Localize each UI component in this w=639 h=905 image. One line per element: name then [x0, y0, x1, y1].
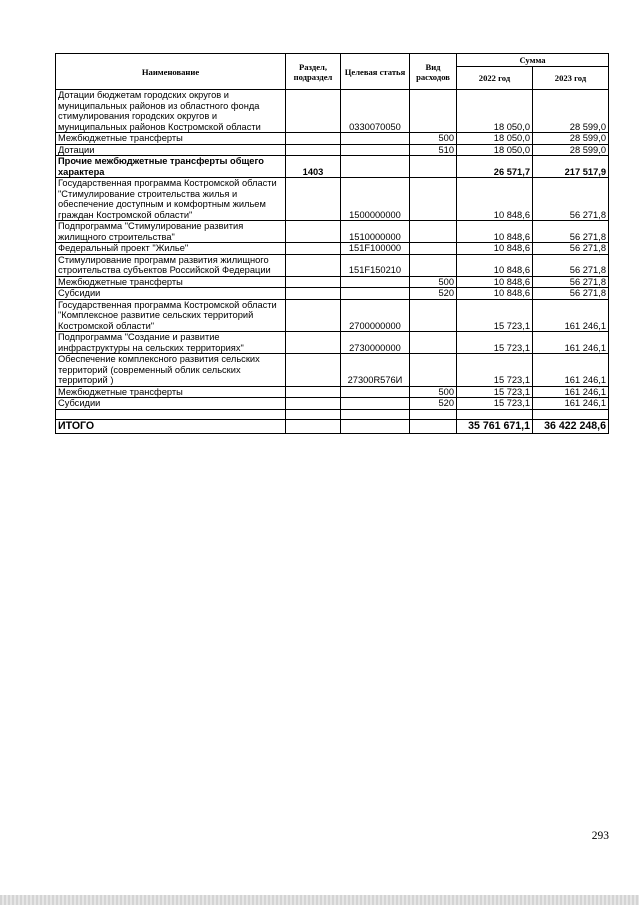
cell-2023: 28 599,0 — [533, 90, 609, 133]
cell-expense: 520 — [410, 288, 457, 300]
cell-section — [286, 144, 341, 156]
cell-2023: 56 271,8 — [533, 221, 609, 243]
cell-expense — [410, 90, 457, 133]
cell-section — [286, 332, 341, 354]
cell-2022: 15 723,1 — [457, 332, 533, 354]
cell-2022: 15 723,1 — [457, 386, 533, 398]
table-row — [56, 221, 609, 243]
cell-2022: 10 848,6 — [457, 243, 533, 255]
total-2022: 35 761 671,1 — [457, 419, 533, 433]
cell-2023: 161 246,1 — [533, 332, 609, 354]
blank-cell — [410, 409, 457, 419]
table-row — [56, 386, 609, 398]
cell-2023: 161 246,1 — [533, 398, 609, 410]
cell-2022: 15 723,1 — [457, 398, 533, 410]
cell-expense — [410, 332, 457, 354]
cell-section — [286, 299, 341, 332]
cell-expense — [410, 156, 457, 178]
cell-section — [286, 276, 341, 288]
header-target: Целевая статья — [341, 54, 410, 90]
cell-target: 1500000000 — [341, 178, 410, 221]
cell-target — [341, 156, 410, 178]
table-row — [56, 156, 609, 178]
cell-target — [341, 144, 410, 156]
blank-cell — [286, 409, 341, 419]
cell-2023: 56 271,8 — [533, 243, 609, 255]
cell-expense: 520 — [410, 398, 457, 410]
cell-section — [286, 288, 341, 300]
table-row — [56, 288, 609, 300]
header-name: Наименование — [56, 54, 286, 90]
cell-name: Субсидии — [56, 398, 286, 410]
table-row — [56, 332, 609, 354]
table-row — [56, 133, 609, 145]
page-number: 293 — [591, 830, 609, 842]
cell-expense: 500 — [410, 133, 457, 145]
cell-2023: 161 246,1 — [533, 386, 609, 398]
cell-2023: 56 271,8 — [533, 276, 609, 288]
header-sum: Сумма — [457, 54, 609, 67]
cell-name: Федеральный проект "Жилье" — [56, 243, 286, 255]
cell-2023: 56 271,8 — [533, 254, 609, 276]
cell-target: 151F100000 — [341, 243, 410, 255]
table-row — [56, 178, 609, 221]
cell-section — [286, 354, 341, 387]
cell-2022: 10 848,6 — [457, 288, 533, 300]
blank-row — [56, 409, 609, 419]
cell-section — [286, 90, 341, 133]
cell-section — [286, 254, 341, 276]
header-year-2022: 2022 год — [457, 67, 533, 90]
header-year-2023: 2023 год — [533, 67, 609, 90]
header-expense: Вид расходов — [410, 54, 457, 90]
cell-expense — [410, 243, 457, 255]
total-label: ИТОГО — [56, 419, 286, 433]
cell-name: Дотации — [56, 144, 286, 156]
cell-section — [286, 133, 341, 145]
cell-2022: 10 848,6 — [457, 221, 533, 243]
cell-name: Субсидии — [56, 288, 286, 300]
cell-2023: 56 271,8 — [533, 178, 609, 221]
cell-2023: 28 599,0 — [533, 133, 609, 145]
blank-cell — [410, 419, 457, 433]
cell-expense: 500 — [410, 276, 457, 288]
blank-cell — [533, 409, 609, 419]
cell-2023: 217 517,9 — [533, 156, 609, 178]
cell-name: Государственная программа Костромской области "Комплексное развитие сельских территорий Костромской области" — [56, 299, 286, 332]
table-row — [56, 144, 609, 156]
cell-section: 1403 — [286, 156, 341, 178]
cell-2023: 161 246,1 — [533, 299, 609, 332]
cell-2022: 15 723,1 — [457, 354, 533, 387]
cell-name: Стимулирование программ развития жилищного строительства субъектов Российской Федерации — [56, 254, 286, 276]
cell-expense — [410, 299, 457, 332]
cell-2023: 56 271,8 — [533, 288, 609, 300]
cell-target — [341, 133, 410, 145]
table-row — [56, 254, 609, 276]
cell-target: 151F150210 — [341, 254, 410, 276]
cell-target — [341, 386, 410, 398]
table-row — [56, 243, 609, 255]
budget-table — [55, 53, 609, 434]
blank-cell — [341, 419, 410, 433]
blank-cell — [457, 409, 533, 419]
cell-name: Государственная программа Костромской области "Стимулирование строительства жилья и обеспечение доступным и комфортным жильем граждан Костромской области" — [56, 178, 286, 221]
table-row — [56, 276, 609, 288]
cell-expense — [410, 254, 457, 276]
cell-target: 1510000000 — [341, 221, 410, 243]
cell-name: Дотации бюджетам городских округов и муниципальных районов из областного фонда стимулирования городских округов и муниципальных районов Костромской области — [56, 90, 286, 133]
blank-cell — [56, 409, 286, 419]
cell-section — [286, 243, 341, 255]
cell-expense: 500 — [410, 386, 457, 398]
cell-2022: 18 050,0 — [457, 133, 533, 145]
cell-target: 2700000000 — [341, 299, 410, 332]
cell-expense — [410, 354, 457, 387]
cell-2023: 28 599,0 — [533, 144, 609, 156]
cell-expense: 510 — [410, 144, 457, 156]
total-2023: 36 422 248,6 — [533, 419, 609, 433]
cell-2022: 18 050,0 — [457, 144, 533, 156]
blank-cell — [286, 419, 341, 433]
cell-2022: 10 848,6 — [457, 276, 533, 288]
cell-expense — [410, 178, 457, 221]
cell-2023: 161 246,1 — [533, 354, 609, 387]
cell-2022: 18 050,0 — [457, 90, 533, 133]
header-section: Раздел, подраздел — [286, 54, 341, 90]
cell-target — [341, 288, 410, 300]
table-row — [56, 299, 609, 332]
cell-target — [341, 398, 410, 410]
cell-2022: 26 571,7 — [457, 156, 533, 178]
table-row — [56, 90, 609, 133]
table-body — [56, 90, 609, 434]
cell-expense — [410, 221, 457, 243]
cell-target: 2730000000 — [341, 332, 410, 354]
cell-target: 27300R576И — [341, 354, 410, 387]
cell-name: Межбюджетные трансферты — [56, 386, 286, 398]
cell-section — [286, 398, 341, 410]
cell-2022: 10 848,6 — [457, 254, 533, 276]
cell-2022: 15 723,1 — [457, 299, 533, 332]
table-row — [56, 354, 609, 387]
cell-section — [286, 221, 341, 243]
cell-2022: 10 848,6 — [457, 178, 533, 221]
blank-cell — [341, 409, 410, 419]
cell-name: Межбюджетные трансферты — [56, 133, 286, 145]
cell-name: Прочие межбюджетные трансферты общего характера — [56, 156, 286, 178]
cell-name: Обеспечение комплексного развития сельских территорий (современный облик сельских территорий ) — [56, 354, 286, 387]
cell-section — [286, 178, 341, 221]
scan-bottom-edge — [0, 895, 639, 905]
cell-target: 0330070050 — [341, 90, 410, 133]
table-row — [56, 398, 609, 410]
cell-name: Подпрограмма "Создание и развитие инфраструктуры на сельских территориях" — [56, 332, 286, 354]
total-row — [56, 419, 609, 433]
cell-section — [286, 386, 341, 398]
cell-name: Подпрограмма "Стимулирование развития жилищного строительства" — [56, 221, 286, 243]
cell-target — [341, 276, 410, 288]
cell-name: Межбюджетные трансферты — [56, 276, 286, 288]
